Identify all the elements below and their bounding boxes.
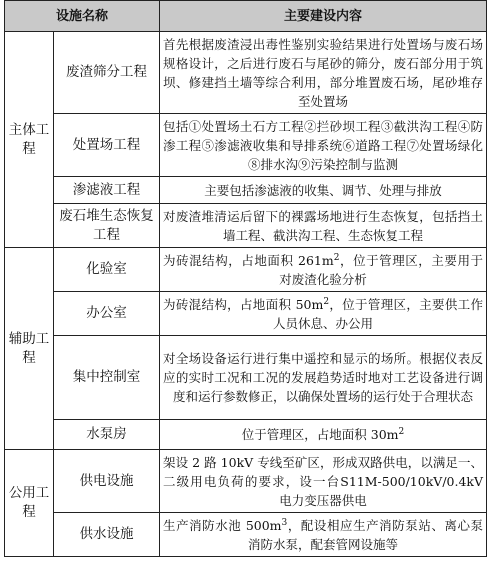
- facility-content: 首先根据废渣浸出毒性鉴别实验结果进行处置场与废石场规格设计，之后进行废石与尾砂的筛分，废石部分用于筑坝、修建挡土墙等综合利用，部分堆置废石场，尾砂堆存至处置场: [160, 32, 487, 114]
- facility-content: [160, 292, 487, 336]
- construction-content-table-page: [4, 0, 486, 561]
- facility-name: 办公室: [54, 292, 160, 336]
- facility-content: [160, 248, 487, 292]
- header-facility-name: 设施名称: [5, 1, 160, 32]
- table-row: [5, 450, 487, 513]
- content-text: 为砖混结构，占地面积 261m: [163, 252, 334, 268]
- facility-name: 供水设施: [54, 513, 160, 557]
- table-row: [5, 292, 487, 336]
- facility-content: [160, 513, 487, 557]
- category-main-works: 主体工程: [5, 32, 54, 248]
- superscript: 2: [398, 426, 405, 437]
- facility-name: 化验室: [54, 248, 160, 292]
- content-text: ，位于管理区，主要用于对废渣化验分析: [279, 252, 484, 287]
- category-auxiliary-works: 辅助工程: [5, 248, 54, 450]
- facility-name: 处置场工程: [54, 114, 160, 177]
- table-row: [5, 204, 487, 248]
- facility-content: 对全场设备运行进行集中遥控和显示的场所。根据仪表反应的实时工况和工况的发展趋势适时地对工艺设备进行调度和运行参数修正，以确保处置场的运行处于合理状态: [160, 336, 487, 420]
- construction-content-table: [4, 0, 487, 557]
- facility-content: 对废渣堆清运后留下的裸露场地进行生态恢复，包括挡土墙工程、截洪沟工程、生态恢复工程: [160, 204, 487, 248]
- content-text: 生产消防水池 500m: [163, 517, 282, 533]
- category-public-works: 公用工程: [5, 450, 54, 557]
- table-row: [5, 248, 487, 292]
- facility-content: 架设 2 路 10kV 专线至矿区，形成双路供电，以满足一、二级用电负荷的要求，设一台S11M-500/10kV/0.4kV 电力变压器供电: [160, 450, 487, 513]
- facility-name: 供电设施: [54, 450, 160, 513]
- table-row: [5, 336, 487, 420]
- superscript: 3: [281, 517, 288, 528]
- header-main-content: 主要建设内容: [160, 1, 487, 32]
- table-row: [5, 32, 487, 114]
- facility-name: 水泵房: [54, 420, 160, 450]
- content-text: ，位于管理区，主要供工作人员休息、办公用: [273, 296, 484, 331]
- table-row: [5, 177, 487, 204]
- content-text: ，配设相应生产消防泵站、离心泵消防水泵，配套管网设施等: [248, 517, 484, 552]
- facility-name: 废渣筛分工程: [54, 32, 160, 114]
- facility-name: 废石堆生态恢复工程: [54, 204, 160, 248]
- table-row: [5, 114, 487, 177]
- facility-name: 集中控制室: [54, 336, 160, 420]
- superscript: 2: [333, 252, 340, 263]
- content-text: 位于管理区，占地面积 30m: [241, 427, 399, 442]
- facility-content: [160, 420, 487, 450]
- facility-content: 主要包括渗滤液的收集、调节、处理与排放: [160, 177, 487, 204]
- table-row: [5, 513, 487, 557]
- content-text: 为砖混结构，占地面积 50m: [163, 296, 324, 312]
- facility-content: 包括①处置场土石方工程②拦砂坝工程③截洪沟工程④防渗工程⑤渗滤液收集和导排系统⑥道路工程⑦处置场绿化⑧排水沟⑨污染控制与监测: [160, 114, 487, 177]
- table-row: [5, 420, 487, 450]
- superscript: 2: [323, 296, 330, 307]
- table-header-row: [5, 1, 487, 32]
- facility-name: 渗滤液工程: [54, 177, 160, 204]
